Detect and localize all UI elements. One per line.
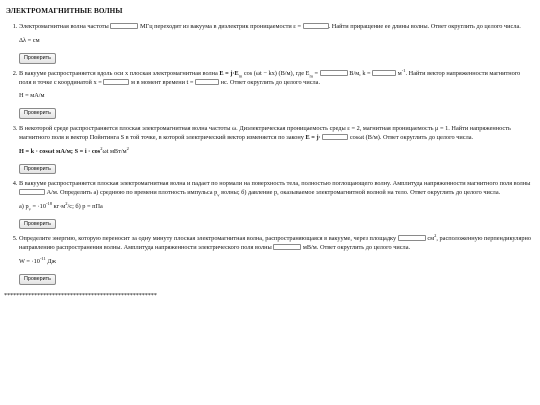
answer-formula: а) $p_v = \cdot 10^{-18}$ $кг\cdot м^2/с$; б) p = пПа [19,200,103,212]
check-button-5[interactable]: Проверить [19,274,56,284]
frequency-input[interactable] [110,23,138,29]
question-text: cos (ωt − kx) (В/м), где E [243,69,310,77]
question-text: В некоторой среде распространяется плоская электромагнитная волна частоты ω. Диэлектрическая проницаемость среды ε = 2, магнитная проницаемость μ = 1. Найти напряженность магнитного поля и вектор Пойнтинга S в той точке, в которой электрический вектор изменяется по закону [19,124,511,141]
x-coordinate-input[interactable] [103,79,129,85]
question-text: = [314,69,319,77]
vector-e: E = j· [305,133,321,141]
wave-number-input[interactable] [372,70,396,76]
question-text: , расположенную перпендикулярно направлению распространения волны. Амплитуда напряженности электрического поля волны [19,235,532,252]
vector-e: E = j·E [219,69,239,77]
check-button-2[interactable]: Проверить [19,108,56,118]
question-2 [19,67,532,119]
em-amplitude-input[interactable] [320,70,348,76]
question-text: В вакууме распространяется вдоль оси x плоская электромагнитная волна [19,69,218,77]
answer-formula: Δλ = см [19,37,40,45]
question-text: . Найти приращение ее длины волны. Ответ округлить до целого числа. [328,23,521,31]
question-text: А/м. Определить а) среднюю по времени плотность импульса p [46,189,218,197]
question-text: м в момент времени t = [130,78,194,86]
subscript: v [217,192,220,198]
check-button-1[interactable]: Проверить [19,53,56,63]
question-1 [19,23,532,63]
h-amplitude-input[interactable] [19,189,45,195]
question-text: cosωt (В/м). Ответ округлить до целого числа. [349,133,474,141]
question-3 [19,125,532,174]
check-button-4[interactable]: Проверить [19,219,56,229]
time-input[interactable] [195,79,219,85]
e-field-input[interactable] [273,244,301,250]
question-text: м [397,69,402,77]
question-2-text [19,67,532,88]
e-amplitude-input[interactable] [322,134,348,140]
superscript: 2 [434,233,437,239]
question-5-text [19,235,532,253]
answer-formula: H = мА/м [19,92,45,100]
question-text: В вакууме распространяется плоская электромагнитная волна и падает по нормали на поверхность тела, полностью поглощающего волну. Амплитуда напряженности магнитного поля волны [19,180,531,188]
question-text: Определите энергию, которую переносит за одну минуту плоская электромагнитная волна, распространяющаяся в вакууме, через площадку [19,235,397,243]
page-title: ЭЛЕКТРОМАГНИТНЫЕ ВОЛНЫ [6,7,123,15]
question-text: Электромагнитная волна частоты [19,23,109,31]
question-3-text [19,125,532,143]
question-text: . Найти вектор напряженности магнитного поля в точке с координатой x = [19,69,521,86]
question-4 [19,180,532,229]
question-text: В/м, k = [349,69,371,77]
epsilon-input[interactable] [303,23,329,29]
question-text: МГц переходит из вакуума в диэлектрик проницаемости ε = [139,23,302,31]
question-list [6,23,532,285]
answer-formula: H = k · cosωt мА/м; $S = i \cdot \cos^2\omega t$ мВт/$м^2$ [19,145,129,155]
question-1-text [19,23,532,32]
subscript: m [309,72,313,78]
question-4-text [19,180,532,198]
question-5 [19,235,532,284]
footer-separator: *************************************************** [4,291,157,299]
area-input[interactable] [398,235,426,241]
question-text: нс. Ответ округлить до целого числа. [220,78,321,86]
question-text: см [427,235,435,243]
check-button-3[interactable]: Проверить [19,164,56,174]
superscript: -1 [401,67,406,73]
answer-formula: $W = \cdot 10^{-11}$ Дж [19,256,57,266]
question-text: волны; б) давление p, оказываемое электромагнитной волной на тело. Ответ округлить до целого числа. [221,189,501,197]
question-text: мВ/м. Ответ округлить до целого числа. [302,244,411,252]
subscript: m [238,72,243,78]
